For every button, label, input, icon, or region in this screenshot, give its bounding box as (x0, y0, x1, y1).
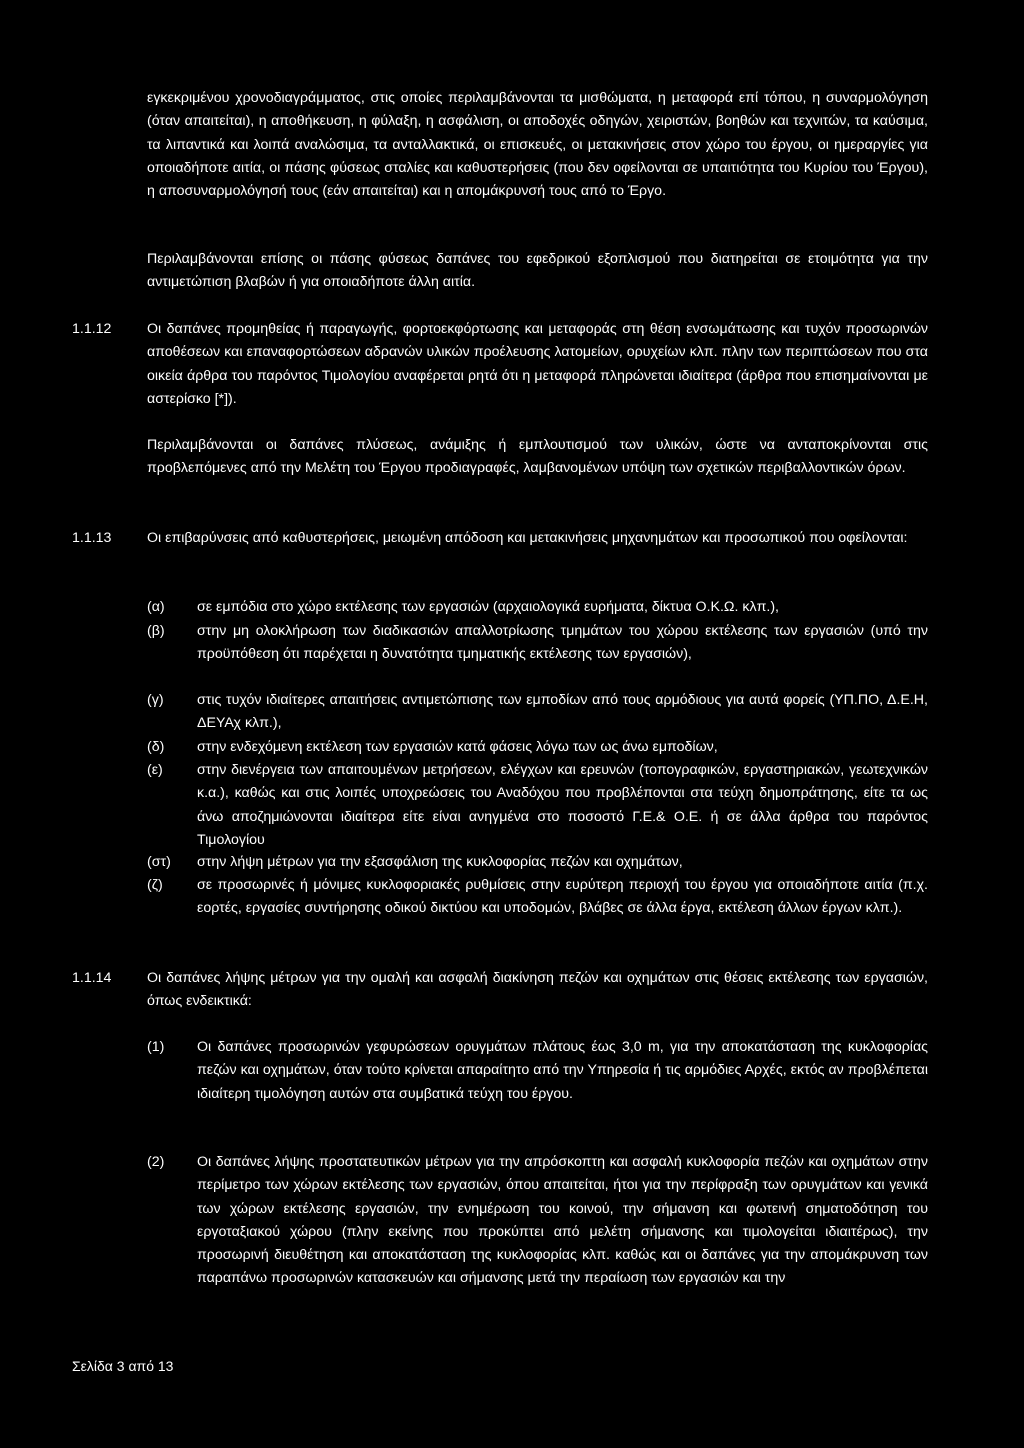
list-item (147, 851, 928, 874)
list-text: σε εμπόδια στο χώρο εκτέλεσης των εργασιών (αρχαιολογικά ευρήματα, δίκτυα Ο.Κ.Ω. κλπ.), (197, 599, 779, 615)
section-1-1-12-paragraph (147, 434, 928, 481)
list-marker: (β) (147, 623, 165, 639)
section-text: Οι επιβαρύνσεις από καθυστερήσεις, μειωμένη απόδοση και μετακινήσεις μηχανημάτων και προσωπικού που οφείλονται: (147, 530, 908, 546)
list-marker: (2) (147, 1154, 165, 1170)
list-marker: (ε) (147, 762, 163, 778)
list-item (147, 874, 928, 921)
section-1-1-12 (72, 318, 928, 411)
list-text: στην διενέργεια των απαιτουμένων μετρήσεων, ελέγχων και ερευνών (τοπογραφικών, εργαστηριακών, γεωτεχνικών κ.α.), καθώς και στις λοιπές υποχρεώσεις του Αναδόχου που προβλέπονται στα τεύχη δημοπράτησης, είτε τα ως άνω αποζημιώνονται ιδιαίτερα είτε είναι ανηγμένα στο ποσοστό Γ.Ε.& Ο.Ε. ή σε άλλα άρθρα του παρόντος Τιμολογίου (197, 762, 928, 848)
section-text: Οι δαπάνες προμηθείας ή παραγωγής, φορτοεκφόρτωσης και μεταφοράς στη θέση ενσωμάτωσης και τυχόν προσωρινών αποθέσεων και επαναφορτώσεων αδρανών υλικών προέλευσης λατομείων, ορυχείων κλπ. πλην των περιπτώσεων που στα οικεία άρθρα του παρόντος Τιμολογίου αναφέρεται ρητά ότι η μεταφορά πληρώνεται ιδιαίτερα (άρθρα που επισημαίνονται με αστερίσκο [*]). (147, 321, 928, 407)
section-1-1-14 (72, 967, 928, 1014)
list-marker: (1) (147, 1039, 165, 1055)
equipment-reserve-paragraph (147, 248, 928, 295)
list-item (147, 1036, 928, 1106)
section-1-1-13 (72, 527, 928, 550)
list-text: Οι δαπάνες λήψης προστατευτικών μέτρων για την απρόσκοπτη και ασφαλή κυκλοφορία πεζών και οχημάτων στην περίμετρο των χώρων εκτέλεσης των εργασιών, όπου απαιτείται, ήτοι για την περίφραξη των ορυγμάτων και γενικά των χώρων εκτέλεσης εργασιών, την ενημέρωση του κοινού, την σήμανση και φωτεινή σηματοδότηση του εργοταξιακού χώρου (πλην εκείνης που προκύπτει από μελέτη σήμανσης και τιμολογείται ιδιαιτέρως), την προσωρινή διευθέτηση και αποκατάσταση της κυκλοφορίας κλπ. καθώς και οι δαπάνες για την απομάκρυνση των παραπάνω προσωρινών κατασκευών και σήμανσης μετά την περαίωση των εργασιών και την (197, 1154, 928, 1287)
list-marker: (ζ) (147, 877, 163, 893)
page-number-footer: Σελίδα 3 από 13 (72, 1358, 174, 1374)
intro-paragraph (147, 87, 928, 203)
list-text: στις τυχόν ιδιαίτερες απαιτήσεις αντιμετώπισης των εμποδίων από τους αρμόδιους για αυτά φορείς (ΥΠ.ΠΟ, Δ.Ε.Η, ΔΕΥΑχ κλπ.), (197, 692, 928, 732)
paragraph-text: Περιλαμβάνονται οι δαπάνες πλύσεως, ανάμιξης ή εμπλουτισμού των υλικών, ώστε να ανταποκρίνονται στις προβλεπόμενες από την Μελέτη του Έργου προδιαγραφές, λαμβανομένων υπόψη των σχετικών περιβαλλοντικών όρων. (147, 437, 928, 477)
list-item (147, 596, 928, 619)
section-number: 1.1.12 (72, 321, 112, 337)
section-number: 1.1.13 (72, 530, 112, 546)
list-marker: (στ) (147, 854, 171, 870)
list-marker: (α) (147, 599, 165, 615)
section-text: Οι δαπάνες λήψης μέτρων για την ομαλή και ασφαλή διακίνηση πεζών και οχημάτων στις θέσεις εκτέλεσης των εργασιών, όπως ενδεικτικά: (147, 970, 928, 1010)
list-text: στην ενδεχόμενη εκτέλεση των εργασιών κατά φάσεις λόγω των ως άνω εμποδίων, (197, 739, 718, 755)
list-marker: (γ) (147, 692, 164, 708)
list-item (147, 759, 928, 852)
section-number: 1.1.14 (72, 970, 112, 986)
list-text: σε προσωρινές ή μόνιμες κυκλοφοριακές ρυθμίσεις στην ευρύτερη περιοχή του έργου για οποιαδήποτε αιτία (π.χ. εορτές, εργασίες συντήρησης οδικού δικτύου και υποδομών, βλάβες σε άλλα έργα, εκτέλεση άλλων έργων κλπ.). (197, 877, 928, 917)
list-item (147, 736, 928, 759)
list-marker: (δ) (147, 739, 165, 755)
list-text: στην λήψη μέτρων για την εξασφάλιση της κυκλοφορίας πεζών και οχημάτων, (197, 854, 683, 870)
list-item (147, 689, 928, 736)
intro-text: εγκεκριμένου χρονοδιαγράμματος, στις οποίες περιλαμβάνονται τα μισθώματα, η μεταφορά επί τόπου, η συναρμολόγηση (όταν απαιτείται), η αποθήκευση, η φύλαξη, η ασφάλιση, οι αποδοχές οδηγών, χειριστών, βοηθών και τεχνιτών, τα καύσιμα, τα λιπαντικά και λοιπά αναλώσιμα, τα ανταλλακτικά, οι επισκευές, οι μετακινήσεις στον χώρο του έργου, οι ημεραργίες για οποιαδήποτε αιτία, οι πάσης φύσεως σταλίες και καθυστερήσεις (που δεν οφείλονται σε υπαιτιότητα του Κυρίου του Έργου), η αποσυναρμολόγησή τους (εάν απαιτείται) και η απομάκρυνσή τους από το Έργο. (147, 90, 928, 200)
list-text: Οι δαπάνες προσωρινών γεφυρώσεων ορυγμάτων πλάτους έως 3,0 m, για την αποκατάσταση της κυκλοφορίας πεζών και οχημάτων, όταν τούτο κρίνεται απαραίτητο από την Υπηρεσία ή τις αρμόδιες Αρχές, εκτός αν προβλέπεται ιδιαίτερη τιμολόγηση αυτών στα συμβατικά τεύχη του έργου. (197, 1039, 928, 1102)
equipment-reserve-text: Περιλαμβάνονται επίσης οι πάσης φύσεως δαπάνες του εφεδρικού εξοπλισμού που διατηρείται σε ετοιμότητα για την αντιμετώπιση βλαβών ή για οποιαδήποτε άλλη αιτία. (147, 251, 928, 291)
list-item (147, 620, 928, 667)
list-text: στην μη ολοκλήρωση των διαδικασιών απαλλοτρίωσης τμημάτων του χώρου εκτέλεσης των εργασιών (υπό την προϋπόθεση ότι παρέχεται η δυνατότητα τμηματικής εκτέλεσης των εργασιών), (197, 623, 928, 663)
list-item (147, 1151, 928, 1291)
